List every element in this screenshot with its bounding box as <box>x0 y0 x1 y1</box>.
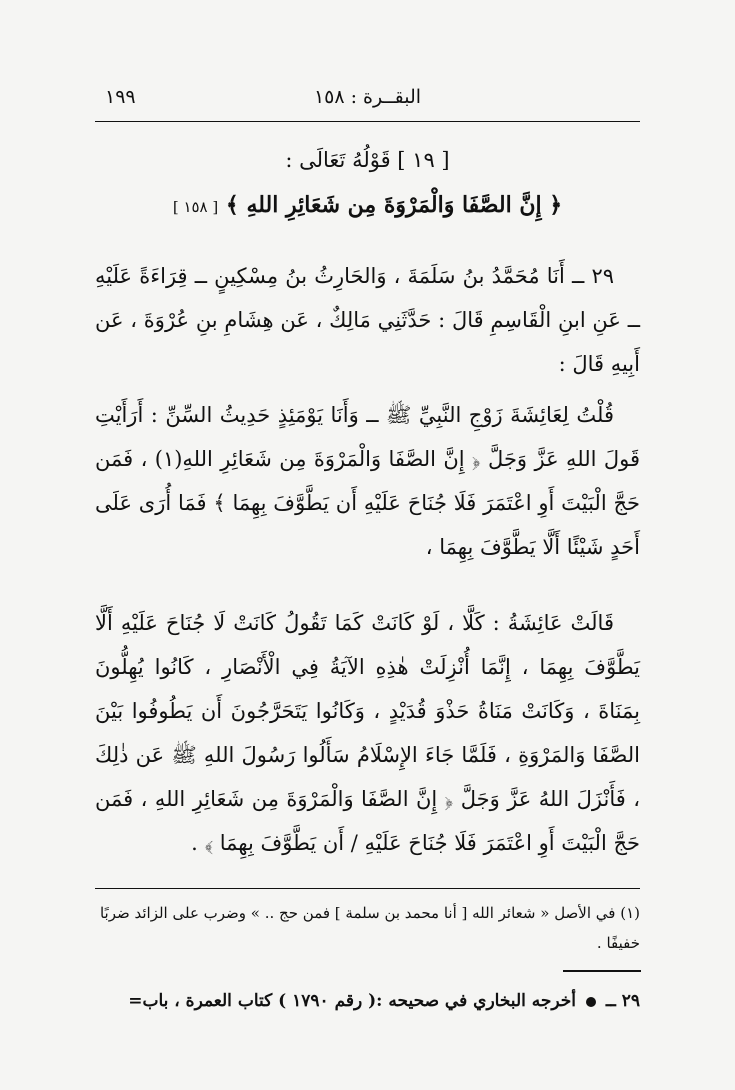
page-number: ١٩٩ <box>105 86 136 108</box>
hadith-isnad-paragraph: ٢٩ ــ أَنَا مُحَمَّدُ بنُ سَلَمَةَ ، وَالحَارِثُ بنُ مِسْكِينٍ ــ قِرَاءَةً عَلَيْهِ ــ عَنِ ابنِ الْقَاسِمِ قَالَ : حَدَّثَنِي مَالِكٌ ، عَن هِشَامِ بنِ عُرْوَةَ ، عَن أَبِيهِ قَالَ : <box>95 264 640 376</box>
bullet-dot-icon <box>586 997 596 1007</box>
quran-verse-line <box>95 192 640 218</box>
footnote: (١) في الأصل « شعائر الله [ أنا محمد بن سلمة ] فمن حج .. » وضرب على الزائد ضربًا خفيفًا . <box>99 904 640 952</box>
section-heading: [ ١٩ ] قَوْلُهُ تَعَالَى : <box>285 148 450 172</box>
takhrij-text: أخرجه البخاري في صحيحه :( رقم ١٧٩٠ ) كتاب العمرة ، باب= <box>128 991 576 1011</box>
footnote-separator <box>563 970 641 972</box>
header-rule <box>95 121 640 122</box>
hadith-answer-paragraph: قَالَتْ عَائِشَةُ : كَلَّا ، لَوْ كَانَتْ كَمَا تَقُولُ كَانَتْ لَا جُنَاحَ عَلَيْهِ أَلَّا يَطَّوَّفَ بِهِمَا ، إِنَّمَا أُنْزِلَتْ هٰذِهِ الآيَةُ فِي الْأَنْصَارِ ، كَانُوا يُهِلُّونَ بِمَنَاةَ ، وَكَانَتْ مَنَاةُ حَذْوَ قُدَيْدٍ ، وَكَانُوا يَتَحَرَّجُونَ أَن يَطُوفُوا بَيْنَ الصَّفَا وَالمَرْوَةِ ، فَلَمَّا جَاءَ الإِسْلَامُ سَأَلُوا رَسُولَ اللهِ ﷺ عَن ذٰلِكَ ، فَأَنْزَلَ اللهُ عَزَّ وَجَلَّ ﴿ إِنَّ الصَّفَا وَالْمَرْوَةَ مِن شَعَائِرِ اللهِ ، فَمَن حَجَّ الْبَيْتَ أَوِ اعْتَمَرَ فَلَا جُنَاحَ عَلَيْهِ / أَن يَطَّوَّفَ بِهِمَا ﴾ . <box>95 611 640 855</box>
takhrij-number: ٢٩ ــ <box>605 991 640 1011</box>
verse-reference: [ ١٥٨ ] <box>172 198 219 216</box>
footnote-rule <box>95 888 640 889</box>
takhrij-note <box>95 986 640 1016</box>
running-header <box>95 86 640 112</box>
header-title: البقــرة : ١٥٨ <box>313 86 422 108</box>
hadith-question-paragraph: قُلْتُ لِعَائِشَةَ زَوْجِ النَّبِيِّ ﷺ ــ وَأَنَا يَوْمَئِذٍ حَدِيثُ السِّنِّ : أَرَأَيْتِ قَولَ اللهِ عَزَّ وَجَلَّ ﴿ إِنَّ الصَّفَا وَالْمَرْوَةَ مِن شَعَائِرِ اللهِ(١) ، فَمَن حَجَّ الْبَيْتَ أَوِ اعْتَمَرَ فَلَا جُنَاحَ عَلَيْهِ أَن يَطَّوَّفَ بِهِمَا ﴾ فَمَا أُرَى عَلَى أَحَدٍ شَيْئًا أَلَّا يَطَّوَّفَ بِهِمَا ، <box>95 403 640 559</box>
quran-verse: ﴿ إِنَّ الصَّفَا وَالْمَرْوَةَ مِن شَعَائِرِ اللهِ ﴾ <box>225 192 563 218</box>
